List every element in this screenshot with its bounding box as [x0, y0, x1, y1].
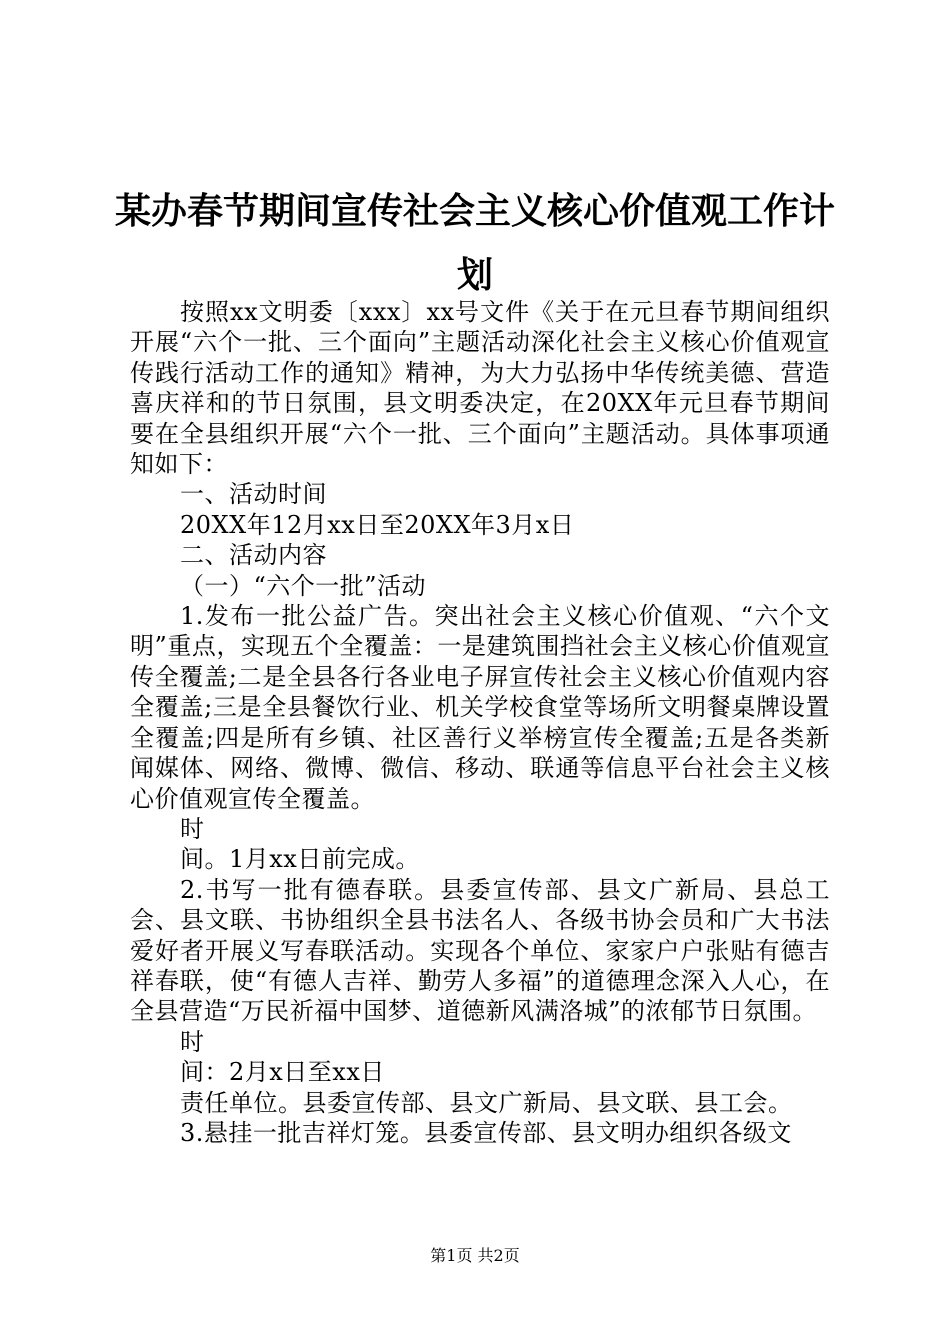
paragraph-intro: 按照xx文明委〔xxx〕xx号文件《关于在元旦春节期间组织开展“六个一批、三个面向”主题活动深化社会主义核心价值观宣传践行活动工作的通知》精神，为大力弘扬中华传统美德、营造喜庆祥和的节日氛围，县文明委决定，在20XX年元旦春节期间要在全县组织开展“六个一批、三个面向”主题活动。具体事项通知如下：: [130, 298, 830, 479]
paragraph-item-1: 1.发布一批公益广告。突出社会主义核心价值观、“六个文明”重点，实现五个全覆盖：一是建筑围挡社会主义核心价值观宣传全覆盖;二是全县各行各业电子屏宣传社会主义核心价值观内容全覆盖;三是全县餐饮行业、机关学校食堂等场所文明餐桌牌设置全覆盖;四是所有乡镇、社区善行义举榜宣传全覆盖;五是各类新闻媒体、网络、微博、微信、移动、联通等信息平台社会主义核心价值观宣传全覆盖。: [130, 602, 830, 813]
activity-date-range: 20XX年12月xx日至20XX年3月x日: [180, 510, 575, 539]
time-value-1: 间。1月xx日前完成。: [180, 845, 420, 874]
time-label: 时: [180, 1027, 205, 1056]
subsection-heading: （一）“六个一批”活动: [180, 571, 427, 600]
page-title: 某办春节期间宣传社会主义核心价值观工作计划: [114, 191, 835, 296]
document-body: [130, 297, 830, 1148]
responsible-units: 责任单位。县委宣传部、县文广新局、县文联、县工会。: [180, 1088, 793, 1117]
page-footer: 第1页 共2页: [430, 1246, 520, 1265]
time-label: 时: [180, 814, 205, 843]
paragraph-item-3: 3.悬挂一批吉祥灯笼。县委宣传部、县文明办组织各级文: [180, 1118, 792, 1147]
paragraph-item-2: 2.书写一批有德春联。县委宣传部、县文广新局、县总工会、县文联、书协组织全县书法名人、各级书协会员和广大书法爱好者开展义写春联活动。实现各个单位、家家户户张贴有德吉祥春联，使“有德人吉祥、勤劳人多福”的道德理念深入人心，在全县营造“万民祈福中国梦、道德新风满洛城”的浓郁节日氛围。: [130, 875, 830, 1026]
time-value-2: 间：2月x日至xx日: [180, 1058, 385, 1087]
section-heading-time: 一、活动时间: [180, 480, 327, 509]
section-heading-content: 二、活动内容: [180, 541, 327, 570]
